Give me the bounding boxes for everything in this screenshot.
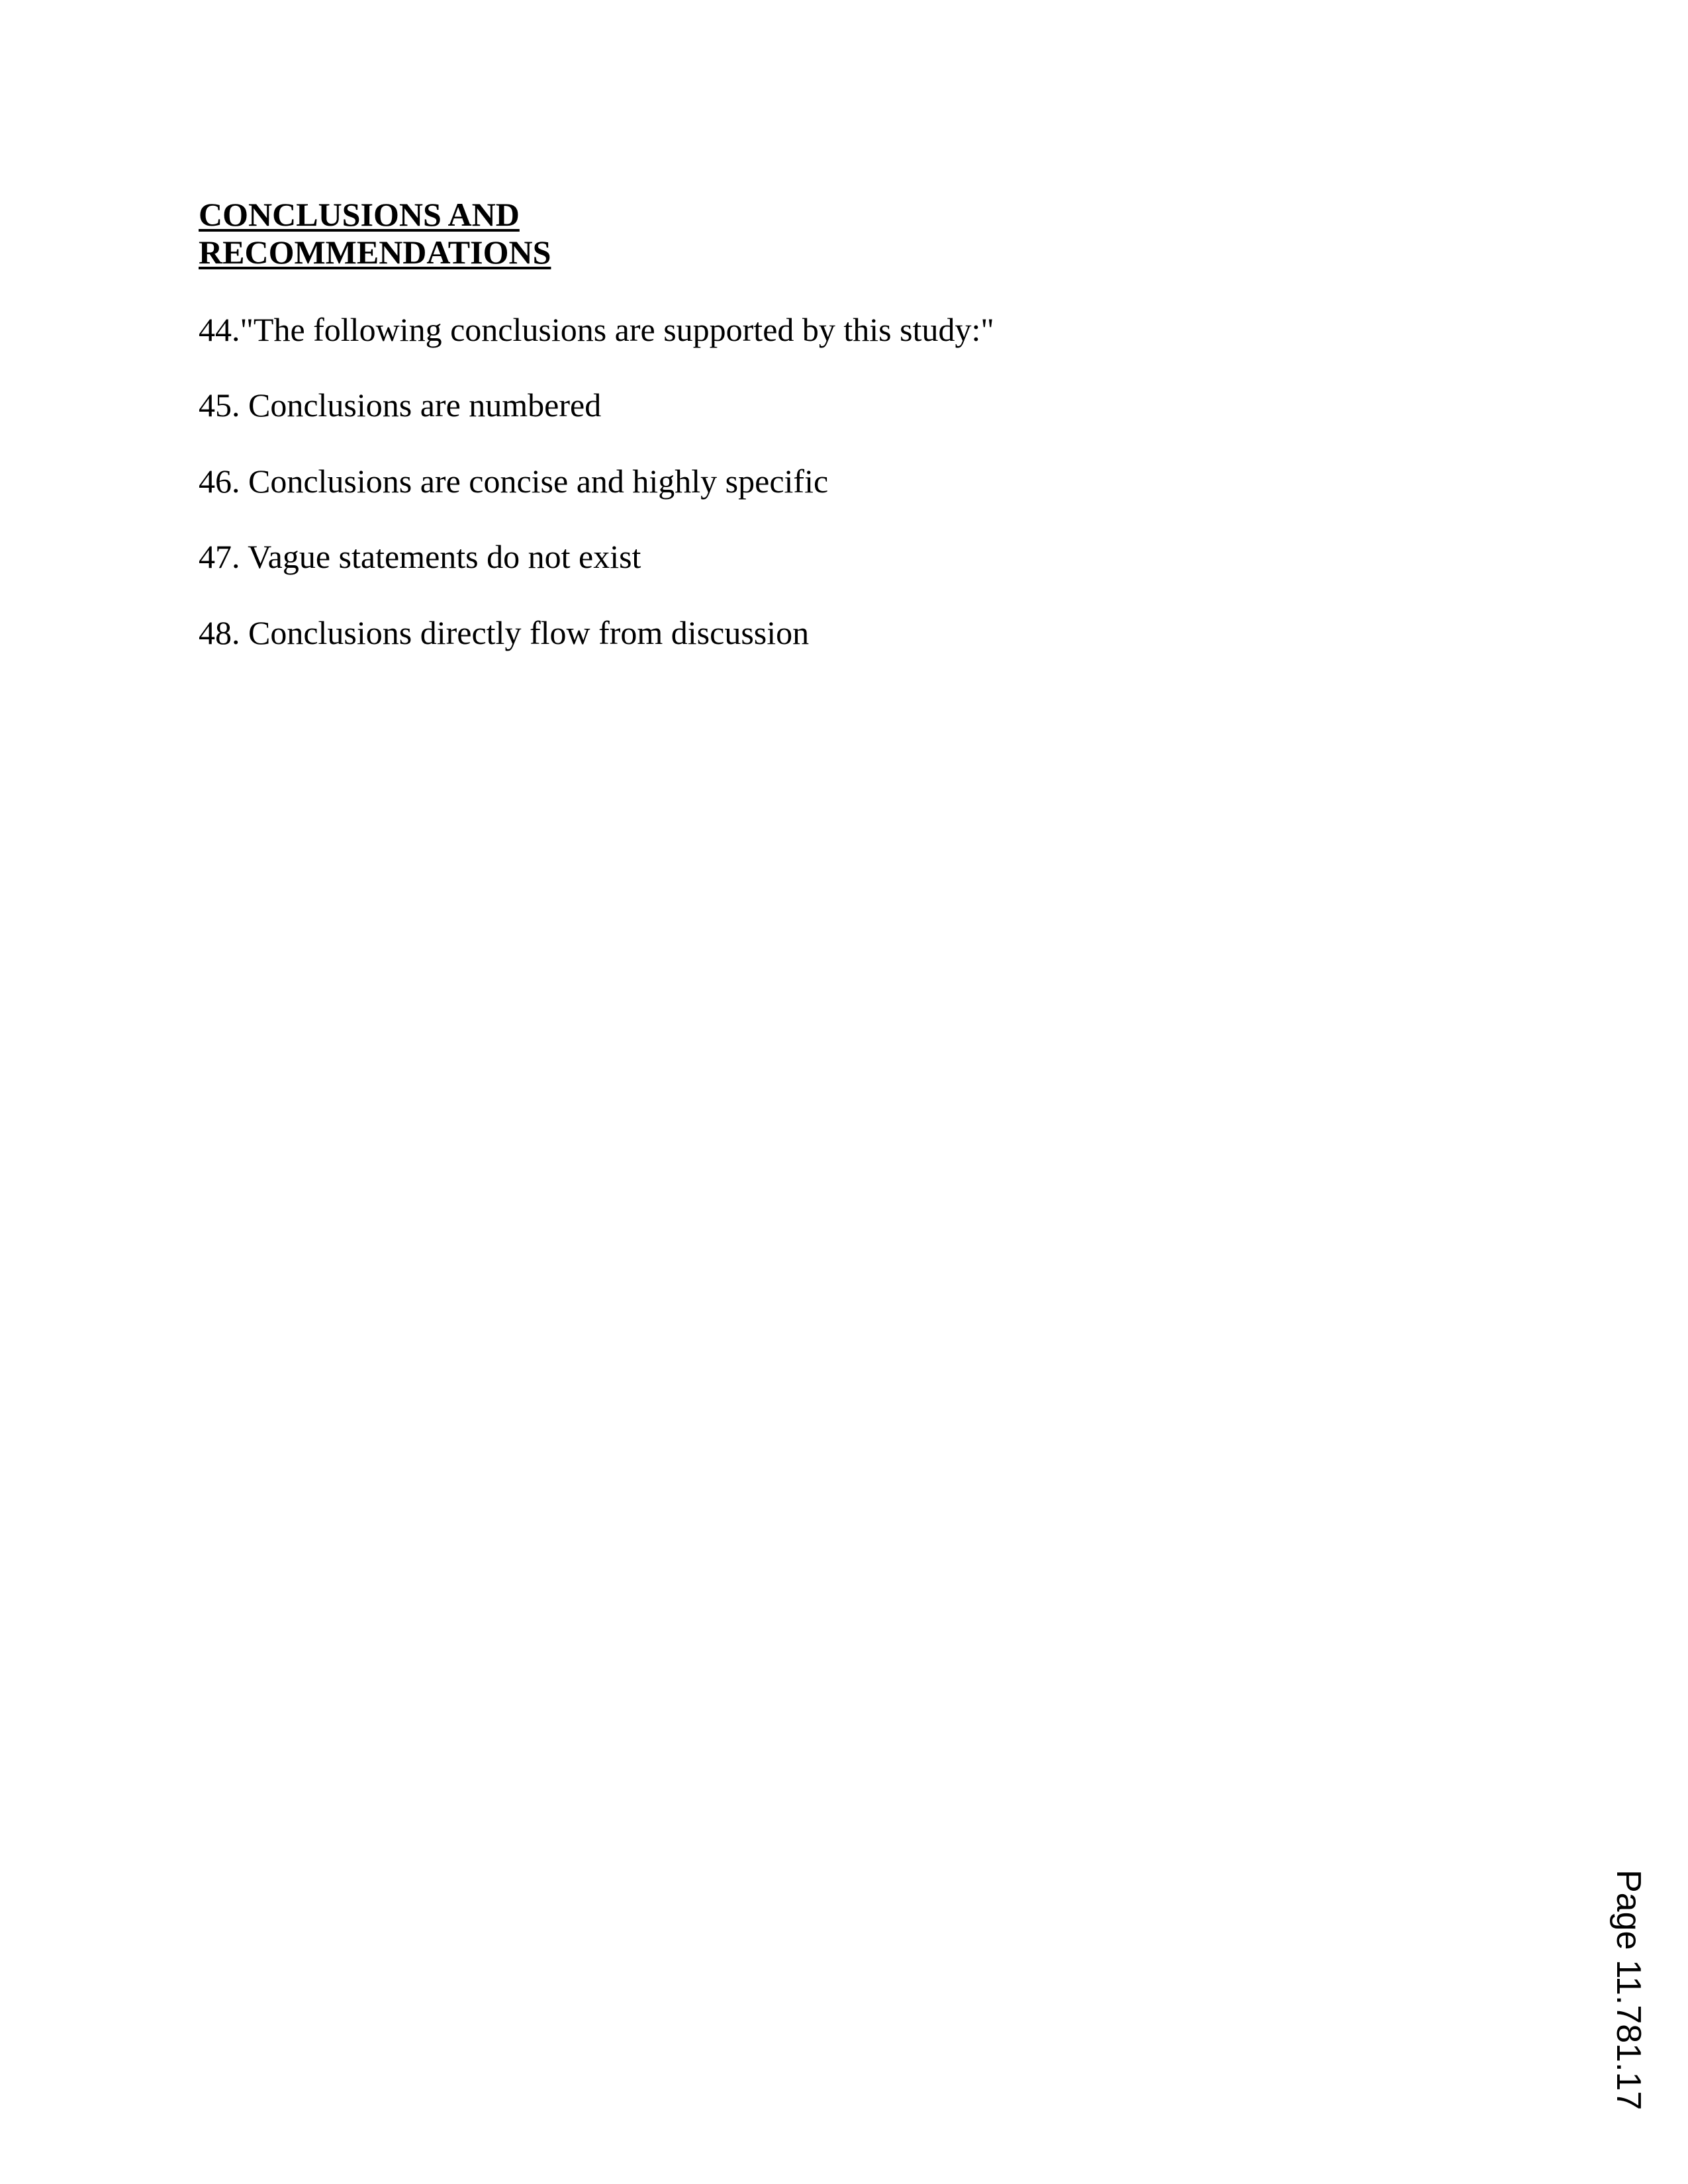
section-heading: [199, 196, 551, 271]
list-item: 44."The following conclusions are supported by this study:": [199, 311, 994, 348]
list-item: 45. Conclusions are numbered: [199, 387, 602, 424]
section-heading-line-2: RECOMMENDATIONS: [199, 234, 551, 271]
list-item: 48. Conclusions directly flow from discussion: [199, 614, 810, 651]
page-number: Page 11.781.17: [1609, 1870, 1648, 2111]
list-item: 47. Vague statements do not exist: [199, 538, 641, 575]
list-item: 46. Conclusions are concise and highly specific: [199, 463, 829, 500]
section-heading-line-1: CONCLUSIONS AND: [199, 196, 520, 233]
